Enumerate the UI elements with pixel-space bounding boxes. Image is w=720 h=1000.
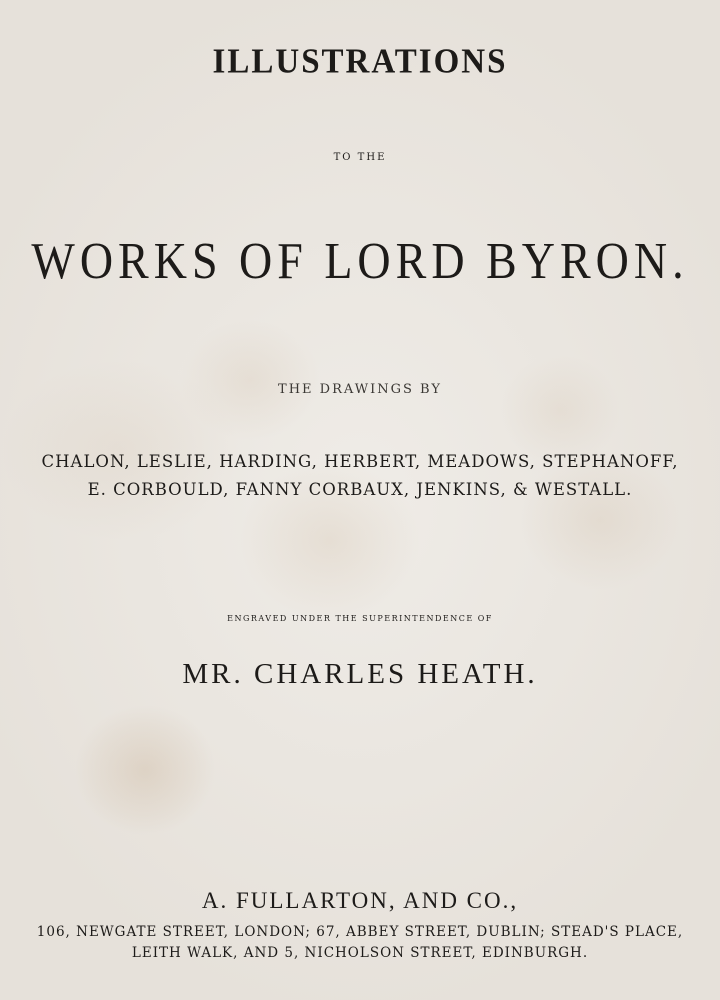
drawings-by-label: THE DRAWINGS BY xyxy=(278,382,442,397)
address-line-1: 106, NEWGATE STREET, LONDON; 67, ABBEY STREET, DUBLIN; STEAD'S PLACE, xyxy=(36,924,684,940)
page-heading: ILLUSTRATIONS xyxy=(212,43,508,81)
publisher-name: A. FULLARTON, AND CO., xyxy=(201,888,519,913)
artists-line-1: CHALON, LESLIE, HARDING, HERBERT, MEADOWS, STEPHANOFF, xyxy=(41,452,679,471)
connector-text: TO THE xyxy=(333,152,387,163)
address-line-2: LEITH WALK, AND 5, NICHOLSON STREET, EDINBURGH. xyxy=(131,945,589,961)
engraver-name: MR. CHARLES HEATH. xyxy=(182,658,538,690)
artists-line-2: E. CORBOULD, FANNY CORBAUX, JENKINS, & WESTALL. xyxy=(87,480,633,499)
engraved-under-label: ENGRAVED UNDER THE SUPERINTENDENCE OF xyxy=(227,614,493,623)
main-title: WORKS OF LORD BYRON. xyxy=(31,231,689,290)
